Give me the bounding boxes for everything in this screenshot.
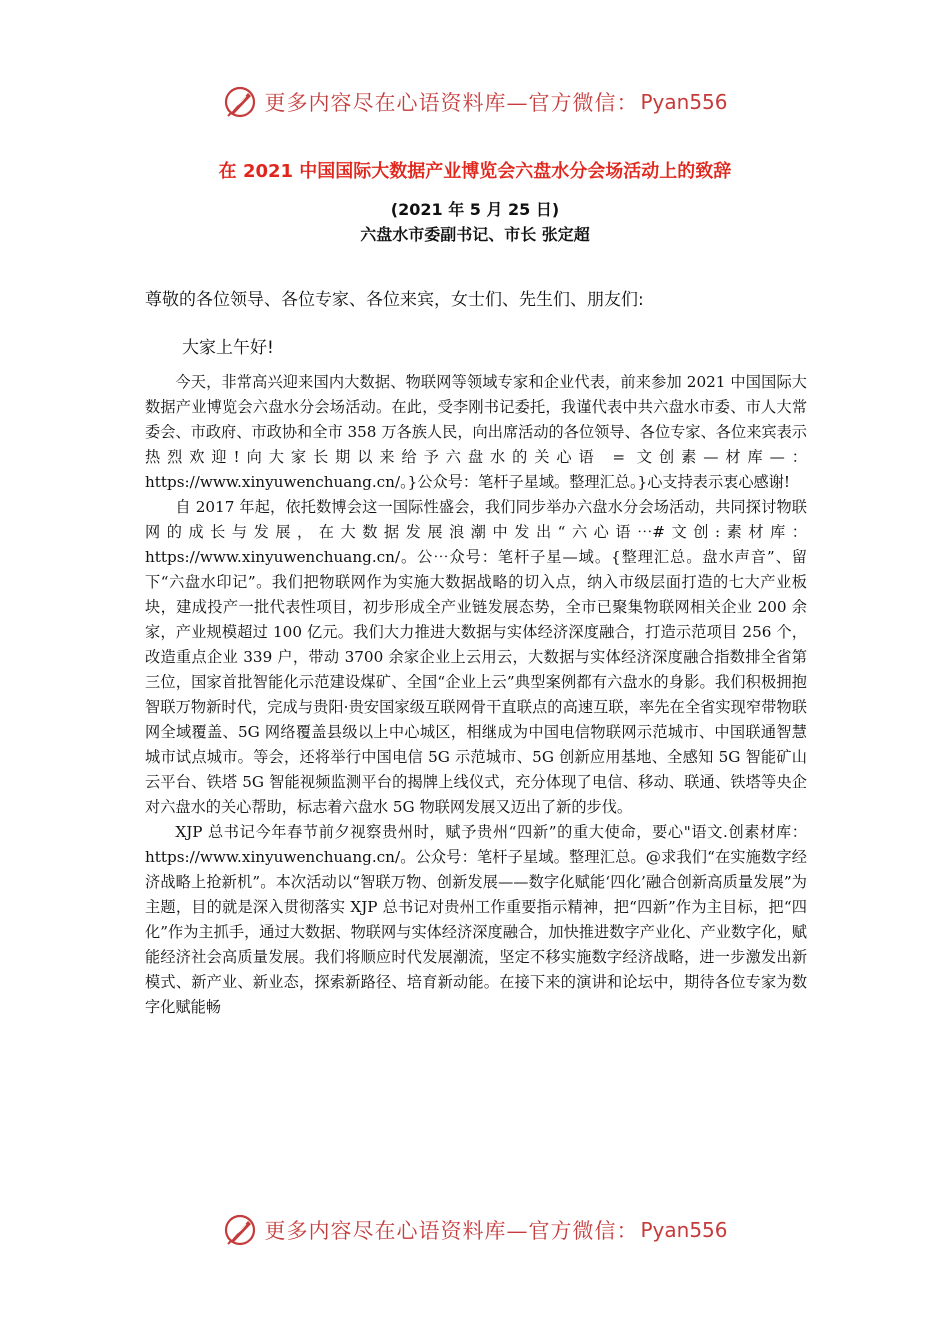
paragraph: 自 2017 年起，依托数博会这一国际性盛会，我们同步举办六盘水分会场活动，共同探讨物联网的成长与发展，在大数据发展浪潮中发出“六心语⋯#文创:素材库：https://www.xinyuwenchuang.cn/。公⋯众号：笔杆子星—域。{整理汇总。盘水声音”、留下“六盘水印记”。我们把物联网作为实施大数据战略的切入点，纳入市级层面打造的七大产业板块，建成投产一批代表性项目，初步形成全产业链发展态势，全市已聚集物联网相关企业 200 余家，产业规模超过 100 亿元。我们大力推进大数据与实体经济深度融合，打造示范项目 256 个，改造重点企业 339 户，带动 3700 余家企业上云用云，大数据与实体经济深度融合指数排全省第三位，国家首批智能化示范建设煤矿、全国“企业上云”典型案例都有六盘水的身影。我们积极拥抱智联万物新时代，完成与贵阳·贵安国家级互联网骨干直联点的高速互联，率先在全省实现窄带物联网全域覆盖、5G 网络覆盖县级以上中心城区，相继成为中国电信物联网示范城市、中国联通智慧城市试点城市。等会，还将举行中国电信 5G 示范城市、5G 创新应用基地、全感知 5G 智能矿山云平台、铁塔 5G 智能视频监测平台的揭牌上线仪式，充分体现了电信、移动、联通、铁塔等央企对六盘水的关心帮助，标志着六盘水 5G 物联网发展又迈出了新的步伐。 [145,498,807,816]
top-banner [0,80,950,124]
banner-wechat-id: Pyan556 [640,1218,728,1242]
banner-wechat-id: Pyan556 [640,90,728,114]
document-author: 六盘水市委副书记、市长 张定超 [360,225,590,244]
document-title: 在 2021 中国国际大数据产业博览会六盘水分会场活动上的致辞 [218,161,732,182]
bottom-banner [0,1208,950,1252]
banner-text: 更多内容尽在心语资料库—官方微信： [264,1219,639,1243]
paragraph: XJP 总书记今年春节前夕视察贵州时，赋予贵州“四新”的重大使命，要心"语文.创素材库：https://www.xinyuwenchuang.cn/。公众号：笔杆子星域。整理汇总。@求我们“在实施数字经济战略上抢新机”。本次活动以“智联万物、创新发展——数字化赋能‘四化’融合创新高质量发展”为主题，目的就是深入贯彻落实 XJP 总书记对贵州工作重要指示精神，把“四新”作为主目标，把“四化”作为主抓手，通过大数据、物联网与实体经济深度融合，加快推进数字产业化、产业数字化，赋能经济社会高质量发展。我们将顺应时代发展潮流，坚定不移实施数字经济战略，进一步激发出新模式、新产业、新业态，探索新路径、培育新动能。在接下来的演讲和论坛中，期待各位专家为数字化赋能畅 [145,823,807,1016]
speech-body [145,370,807,1020]
quill-logo-icon [222,84,258,120]
paragraph: 今天，非常高兴迎来国内大数据、物联网等领域专家和企业代表，前来参加 2021 中国国际大数据产业博览会六盘水分会场活动。在此，受李刚书记委托，我谨代表中共六盘水市委、市人大常委会、市政府、市政协和全市 358 万各族人民，向出席活动的各位领导、各位专家、各位来宾表示热烈欢迎!向大家长期以来给予六盘水的关心语 = 文创素—材库—：https://www.xinyuwenchuang.cn/。}公众号：笔杆子星域。整理汇总。}心支持表示衷心感谢! [145,373,807,491]
salutation: 尊敬的各位领导、各位专家、各位来宾，女士们、先生们、朋友们: [145,290,644,310]
quill-logo-icon [222,1212,258,1248]
greeting: 大家上午好! [182,338,274,358]
document-date: (2021 年 5 月 25 日) [390,200,560,219]
banner-text: 更多内容尽在心语资料库—官方微信： [264,91,639,115]
